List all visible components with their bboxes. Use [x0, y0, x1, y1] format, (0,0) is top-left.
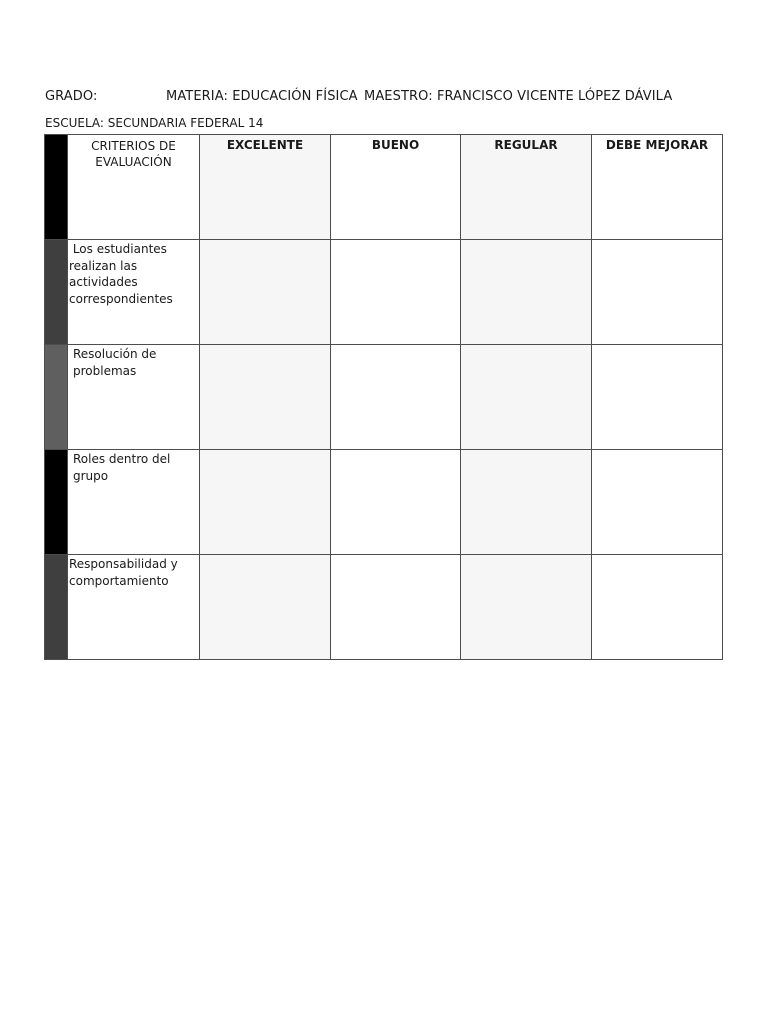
criteria-header: CRITERIOS DE EVALUACIÓN: [68, 135, 200, 240]
rating-cell[interactable]: [200, 450, 331, 555]
rating-cell[interactable]: [461, 450, 592, 555]
rating-cell[interactable]: [200, 345, 331, 450]
rating-cell[interactable]: [331, 240, 461, 345]
criterion-cell: Roles dentro del grupo: [68, 450, 200, 555]
column-header-bueno: BUENO: [331, 135, 461, 240]
escuela-label: ESCUELA: SECUNDARIA FEDERAL 14: [45, 116, 264, 130]
criterion-cell: Responsabilidad y comportamiento: [68, 555, 200, 660]
row-color-bar: [45, 555, 68, 660]
table-row: [45, 555, 723, 660]
criterion-cell: Los estudiantes realizan las actividades correspondientes: [68, 240, 200, 345]
row-color-bar: [45, 135, 68, 240]
rating-cell[interactable]: [331, 345, 461, 450]
materia-label: MATERIA: EDUCACIÓN FÍSICA: [166, 89, 358, 104]
rating-cell[interactable]: [331, 450, 461, 555]
rating-cell[interactable]: [592, 240, 723, 345]
column-header-debe-mejorar: DEBE MEJORAR: [592, 135, 723, 240]
maestro-label: MAESTRO: FRANCISCO VICENTE LÓPEZ DÁVILA: [364, 89, 673, 104]
row-color-bar: [45, 240, 68, 345]
column-header-excelente: EXCELENTE: [200, 135, 331, 240]
rating-cell[interactable]: [461, 555, 592, 660]
criterion-cell: Resolución de problemas: [68, 345, 200, 450]
row-color-bar: [45, 450, 68, 555]
rating-cell[interactable]: [331, 555, 461, 660]
column-header-regular: REGULAR: [461, 135, 592, 240]
rating-cell[interactable]: [461, 345, 592, 450]
rating-cell[interactable]: [592, 345, 723, 450]
row-color-bar: [45, 345, 68, 450]
table-row: [45, 345, 723, 450]
evaluation-rubric-table: [44, 134, 723, 660]
grado-label: GRADO:: [45, 89, 98, 104]
rating-cell[interactable]: [592, 555, 723, 660]
rating-cell[interactable]: [200, 555, 331, 660]
table-row: [45, 450, 723, 555]
rating-cell[interactable]: [200, 240, 331, 345]
rating-cell[interactable]: [592, 450, 723, 555]
table-row: [45, 240, 723, 345]
rating-cell[interactable]: [461, 240, 592, 345]
table-header-row: [45, 135, 723, 240]
